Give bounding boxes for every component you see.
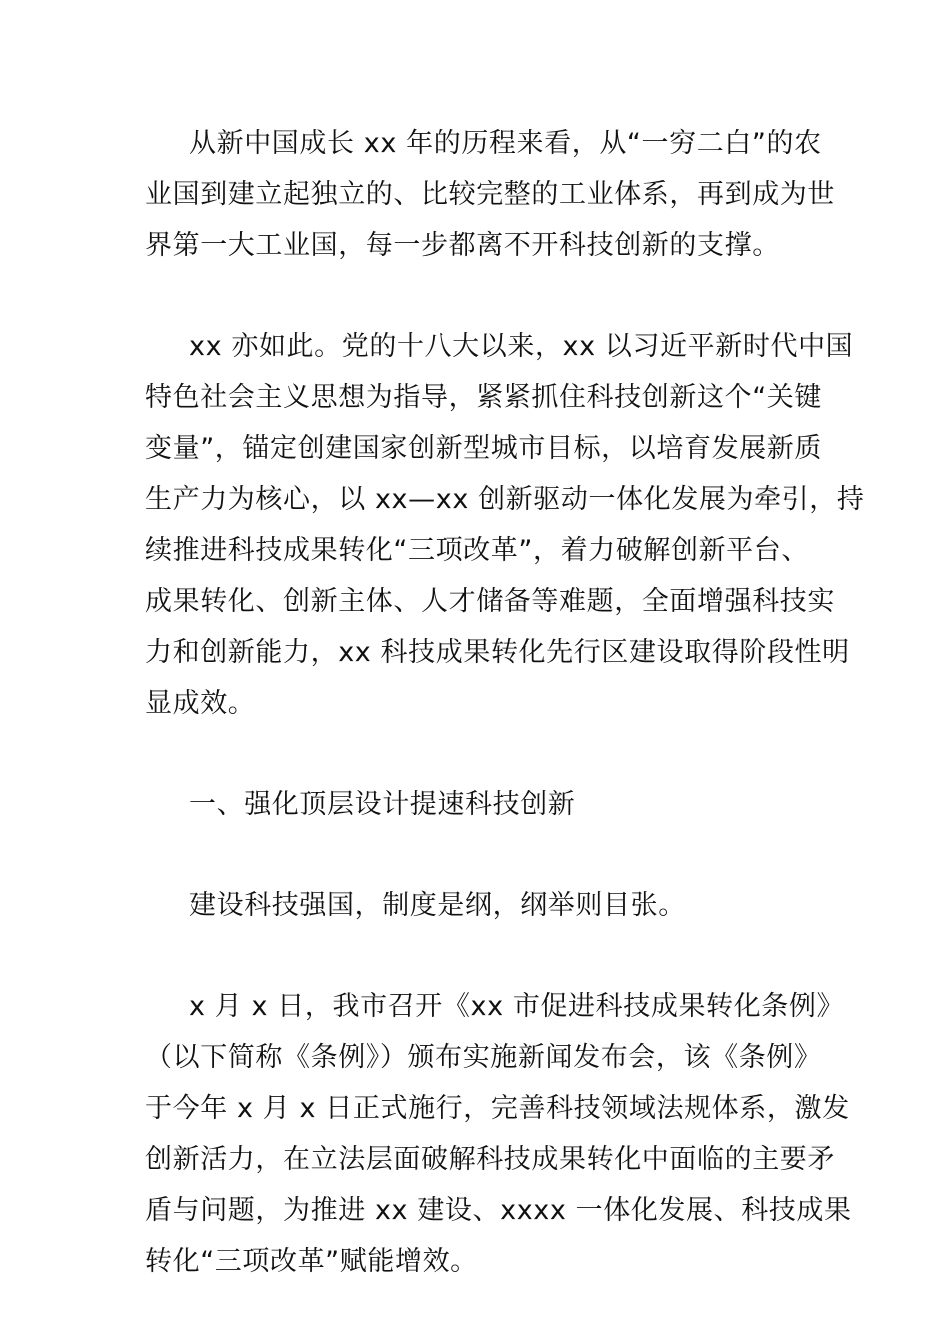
text-line: 建设科技强国，制度是纲，纲举则目张。 [189, 890, 686, 921]
paragraph-lead [145, 880, 809, 931]
section-title: 一、强化顶层设计提速科技创新 [189, 789, 576, 820]
text-line: 界第一大工业国，每一步都离不开科技创新的支撑。 [145, 230, 780, 261]
text-line: 转化“三项改革”赋能增效。 [145, 1246, 478, 1277]
text-line: 创新活力，在立法层面破解科技成果转化中面临的主要矛 [145, 1144, 835, 1175]
text-line: 特色社会主义思想为指导，紧紧抓住科技创新这个“关键 [145, 382, 822, 413]
section-heading [145, 779, 809, 830]
paragraph-overview [145, 321, 865, 729]
text-line: 力和创新能力，xx 科技成果转化先行区建设取得阶段性明 [145, 637, 850, 668]
paragraph-gap [145, 729, 809, 779]
text-line: 业国到建立起独立的、比较完整的工业体系，再到成为世 [145, 179, 835, 210]
text-line: 续推进科技成果转化“三项改革”，着力破解创新平台、 [145, 535, 809, 566]
text-line: 生产力为核心，以 xx—xx 创新驱动一体化发展为牵引，持 [145, 484, 865, 515]
paragraph-gap [145, 271, 809, 321]
document-body [145, 118, 865, 1287]
text-line: 盾与问题，为推进 xx 建设、xxxx 一体化发展、科技成果 [145, 1195, 852, 1226]
text-line: x 月 x 日，我市召开《xx 市促进科技成果转化条例》 [189, 991, 845, 1022]
text-line: （以下简称《条例》）颁布实施新闻发布会，该《条例》 [145, 1042, 822, 1073]
text-line: xx 亦如此。党的十八大以来，xx 以习近平新时代中国 [189, 331, 854, 362]
text-line: 于今年 x 月 x 日正式施行，完善科技领域法规体系，激发 [145, 1093, 850, 1124]
paragraph-intro [145, 118, 835, 271]
text-line: 成果转化、创新主体、人才储备等难题，全面增强科技实 [145, 586, 835, 617]
text-line: 显成效。 [145, 688, 256, 719]
text-line: 变量”，锚定创建国家创新型城市目标，以培育发展新质 [145, 433, 822, 464]
paragraph-gap [145, 931, 809, 981]
paragraph-gap [145, 830, 809, 880]
text-line: 从新中国成长 xx 年的历程来看，从“一穷二白”的农 [189, 128, 822, 159]
paragraph-regulation [145, 981, 852, 1287]
